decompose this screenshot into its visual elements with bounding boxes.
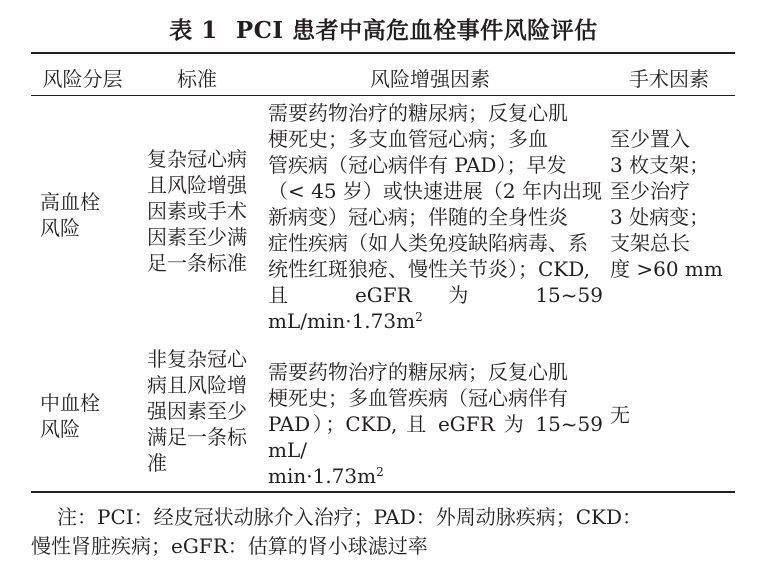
note-line: 注：PCI：经皮冠状动脉介入治疗；PAD：外周动脉疾病；CKD： bbox=[57, 505, 643, 529]
row1-level-line: 高血栓 bbox=[40, 190, 100, 214]
row1-criteria-line: 足一条标准 bbox=[147, 251, 247, 275]
header-criteria: 标准 bbox=[177, 67, 217, 91]
row1-risk-line: 新病变）冠心病；伴随的全身性炎 bbox=[268, 205, 568, 229]
row1-criteria-cell bbox=[147, 146, 259, 276]
row2-criteria-line: 强因素至少 bbox=[147, 399, 247, 423]
row1-risk-superscript: 2 bbox=[415, 310, 423, 324]
row2-surgery-cell bbox=[610, 402, 732, 428]
note-line: 慢性肾脏疾病；eGFR：估算的肾小球滤过率 bbox=[31, 534, 428, 558]
row1-level-cell bbox=[40, 189, 130, 241]
row1-risk-cell bbox=[268, 100, 603, 334]
row1-surgery-line: 支架总长 bbox=[610, 231, 690, 255]
table-bottom-rule bbox=[31, 491, 735, 493]
row1-criteria-line: 且风险增强 bbox=[147, 173, 247, 197]
table-top-rule bbox=[31, 52, 735, 54]
row1-risk-line: 管疾病（冠心病伴有 PAD）；早发 bbox=[268, 153, 567, 177]
row1-surgery-line: 至少治疗 bbox=[610, 179, 690, 203]
row2-level-line: 中血栓 bbox=[40, 391, 100, 415]
row1-surgery-line: 度 >60 mm bbox=[610, 257, 723, 281]
row1-risk-line: 统性红斑狼疮、慢性关节炎）；CKD, bbox=[268, 257, 590, 281]
row1-criteria-line: 因素至少满 bbox=[147, 225, 247, 249]
row1-risk-line: 梗死史；多支血管冠心病；多血 bbox=[268, 127, 548, 151]
row2-criteria-line: 非复杂冠心 bbox=[147, 347, 247, 371]
header-rule bbox=[31, 95, 735, 96]
row1-risk-line-last bbox=[268, 282, 603, 334]
header-surgery-factors: 手术因素 bbox=[629, 67, 709, 91]
row2-risk-line: 梗死史；多血管疾病（冠心病伴有 bbox=[268, 386, 568, 410]
row1-risk-line: （< 45 岁）或快速进展（2 年内出现 bbox=[268, 179, 603, 203]
table-number: 表 1 bbox=[169, 17, 218, 44]
header-risk-factors: 风险增强因素 bbox=[370, 67, 490, 91]
header-risk-level: 风险分层 bbox=[42, 67, 123, 91]
row1-risk-line: 需要药物治疗的糖尿病；反复心肌 bbox=[268, 101, 568, 125]
row1-criteria-line: 因素或手术 bbox=[147, 199, 247, 223]
row2-criteria-line: 满足一条标 bbox=[147, 425, 247, 449]
row2-risk-line: 需要药物治疗的糖尿病；反复心肌 bbox=[268, 360, 568, 384]
row2-surgery-line: 无 bbox=[610, 403, 630, 427]
row2-criteria-cell bbox=[147, 346, 259, 476]
table-note bbox=[31, 503, 735, 561]
row2-risk-superscript: 2 bbox=[376, 465, 384, 479]
table-title-text: PCI 患者中高危血栓事件风险评估 bbox=[235, 17, 598, 44]
row1-surgery-line: 3 枚支架； bbox=[610, 153, 710, 177]
row1-level-line: 风险 bbox=[40, 216, 80, 240]
row2-risk-line: min·1.73m bbox=[268, 464, 377, 488]
row1-surgery-line: 至少置入 bbox=[610, 127, 690, 151]
row2-level-line: 风险 bbox=[40, 417, 80, 441]
row1-criteria-line: 复杂冠心病 bbox=[147, 147, 247, 171]
row2-level-cell bbox=[40, 390, 130, 442]
row2-risk-line: PAD）；CKD, 且 eGFR 为 15~59 mL/ bbox=[268, 412, 603, 462]
row1-surgery-line: 3 处病变； bbox=[610, 205, 710, 229]
table-title bbox=[0, 12, 767, 45]
row2-criteria-line: 病且风险增 bbox=[147, 373, 247, 397]
row1-risk-line: 且 eGFR 为 15~59 mL/min·1.73m bbox=[268, 283, 603, 333]
row2-criteria-line: 准 bbox=[147, 451, 167, 475]
row1-risk-line: 症性疾病（如人类免疫缺陷病毒、系 bbox=[268, 231, 588, 255]
row2-risk-line-last bbox=[268, 463, 603, 489]
row1-surgery-cell bbox=[610, 126, 732, 282]
row2-risk-cell bbox=[268, 359, 603, 489]
